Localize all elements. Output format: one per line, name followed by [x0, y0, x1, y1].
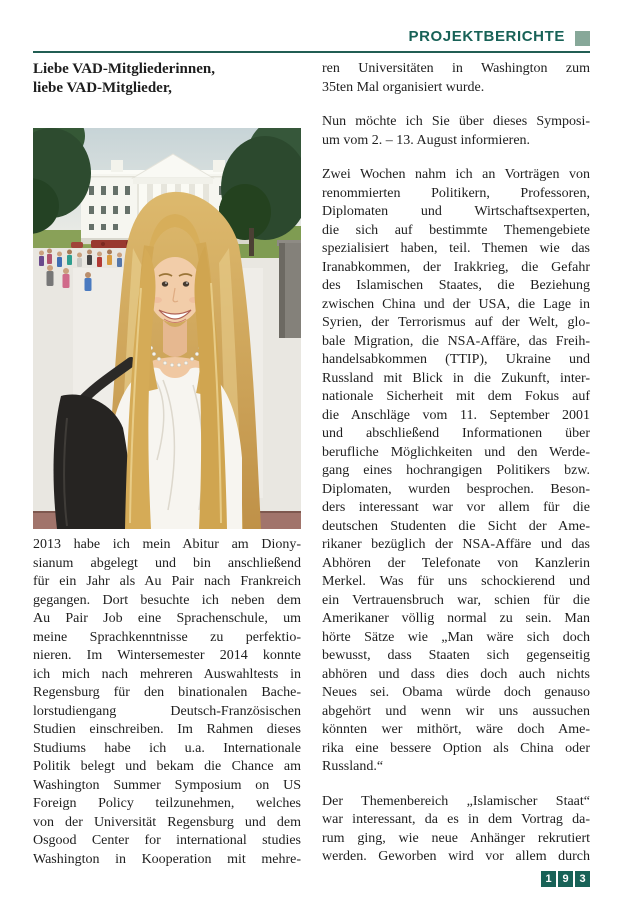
text-line: rum ging, wie neue Anhänger rekrutiert	[322, 830, 590, 846]
text-line: berufliche Möglichkeiten und den Werde-	[322, 444, 590, 460]
text-line: 35ten Mal organisiert wurde.	[322, 79, 485, 95]
text-line: ich mich nach mehreren Auswahltests in	[33, 666, 301, 682]
text-line: renommierten Politikern, Professoren,	[322, 185, 590, 201]
text-line: war interessant, da es in dem Vortrag da-	[322, 812, 590, 827]
text-line: Der Themenbereich „Islamischer Staat“	[322, 793, 590, 809]
paragraph	[322, 166, 590, 777]
text-line: abgehört und wenn wir uns aussuchen	[322, 703, 590, 719]
text-line: des Islamischen Staates, die Beziehung	[322, 278, 590, 293]
text-line: liebe VAD-Mitglieder,	[33, 80, 172, 96]
text-line: die Anschläge vom 11. September 2001	[322, 407, 590, 423]
text-line: Iranabkommen, der Irakkrieg, die Gefahr	[322, 259, 590, 275]
text-line: meine Sprachkenntnisse zu perfektio-	[33, 629, 301, 645]
pillar	[277, 240, 301, 338]
text-line: abhören und dass dies doch auch nichts	[322, 666, 590, 682]
text-line: gegangen. Dort besuchte ich neben dem	[33, 592, 301, 608]
page-number-digit: 9	[558, 871, 573, 887]
text-line: rikaner bezüglich der NSA-Affäre und das	[322, 537, 590, 552]
text-line: Regensburg für den binationalen Bache-	[33, 685, 301, 700]
page-number	[541, 871, 590, 887]
text-line: handelsabkommen (TTIP), Ukraine und	[322, 352, 590, 367]
text-line: Zwei Wochen nahm ich an Vorträgen von	[322, 167, 590, 182]
text-line: die sich auf bestimmte Themengebiete	[322, 222, 590, 238]
right-column-text	[322, 60, 590, 867]
text-line: Studien einschreiben. Im Rahmen dieses	[33, 722, 301, 737]
text-line: lorstudiengang Deutsch-Französischen	[33, 703, 301, 719]
text-line: zwischen China und der USA, die Lage in	[322, 296, 590, 312]
text-line: nieren. Im Wintersemester 2014 konnte	[33, 648, 301, 663]
paragraph	[322, 113, 590, 150]
text-line: Foreign Policy teilzunehmen, welches	[33, 796, 301, 811]
text-line: Osgood Center for international studies	[33, 833, 301, 848]
left-column-text	[33, 536, 301, 869]
header-accent-square-icon	[575, 31, 590, 46]
text-line: ders interessant war vor allem für die	[322, 500, 590, 515]
text-line: spezialisiert haben, teil. Themen wie das	[322, 241, 590, 256]
header-divider-rule	[33, 51, 590, 53]
text-line: sianum abgelegt und bin anschließend	[33, 555, 301, 571]
text-line: rika eine bessere Option als China oder	[322, 740, 590, 756]
text-line: für ein Jahr als Au Pair nach Frankreich	[33, 574, 301, 589]
text-line: bewusst, dass Staaten sich gegenseitig	[322, 648, 590, 663]
text-line: Diplomaten, wurden besprochen. Beson-	[322, 481, 590, 497]
text-line: hörte Sätze wie „Man wäre sich doch	[322, 629, 590, 645]
text-line: Abhören der Telefonate von Kanzlerin	[322, 555, 590, 571]
text-line: werden. Geworben wird vor allem durch	[322, 849, 590, 864]
text-line: und abschließend Informationen über	[322, 426, 590, 441]
text-line: bale Migration, die NSA-Affäre, das Freih-	[322, 333, 590, 349]
page-number-digit: 3	[575, 871, 590, 887]
text-line: Studiums habe ich u.a. Internationale	[33, 740, 301, 756]
salutation	[33, 60, 301, 98]
text-line: um vom 2. – 13. August informieren.	[322, 132, 531, 148]
page-number-digit: 1	[541, 871, 556, 887]
text-line: ein Vertrauensbruch war, schien für die	[322, 592, 590, 608]
text-line: Diplomaten und Wirtschaftsexperten,	[322, 204, 590, 219]
right-column	[322, 60, 590, 869]
paragraph	[322, 60, 590, 97]
text-line: Russland mit Blick in die Zukunft, inter-	[322, 370, 590, 386]
text-line: Syrien, der Terrorismus auf der Welt, glo-	[322, 315, 590, 330]
text-line: Washington in Kooperation mit mehre-	[33, 851, 301, 867]
portrait-photo	[33, 128, 301, 529]
text-line: Merkel. Was für uns schockierend und	[322, 574, 590, 589]
text-line: Politik belegt und bekam die Chance am	[33, 759, 301, 774]
text-line: Liebe VAD-Mitgliederinnen,	[33, 61, 215, 77]
text-line: von der Universität Regensburg und dem	[33, 814, 301, 830]
text-line: Au Pair Job eine Sprachenschule, um	[33, 611, 301, 626]
paragraph	[33, 536, 301, 869]
paragraph	[322, 793, 590, 867]
page-header-title: PROJEKTBERICHTE	[408, 28, 565, 45]
text-line: ren Universitäten in Washington zum	[322, 61, 590, 76]
left-column	[33, 60, 301, 869]
text-line: Washington Summer Symposium on US	[33, 777, 301, 793]
text-line: gang eines hochrangigen Politikers bzw.	[322, 463, 590, 478]
text-line: Russland.“	[322, 759, 384, 774]
text-line: könnten wer mithört, wäre doch Ame-	[322, 722, 590, 737]
text-line: nationale Sicherheit mit dem Fokus auf	[322, 389, 590, 404]
text-line: Nun möchte ich Sie über dieses Symposi-	[322, 114, 590, 129]
text-line: Neues sei. Obama würde doch genauso	[322, 685, 590, 700]
text-line: deutschen Studenten die Sicht der Ame-	[322, 518, 590, 534]
text-line: Amerikaner völlig normal zu sein. Man	[322, 611, 590, 626]
two-column-body	[33, 60, 590, 869]
text-line: 2013 habe ich mein Abitur am Diony-	[33, 537, 301, 552]
